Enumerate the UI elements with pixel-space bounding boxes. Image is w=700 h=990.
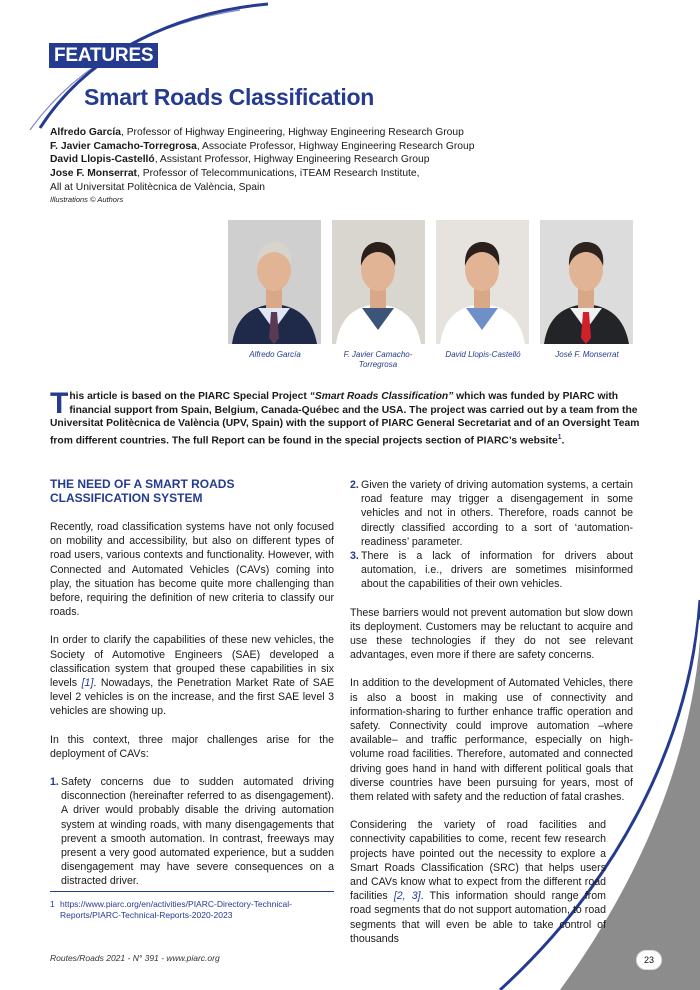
drop-cap: T bbox=[50, 387, 69, 420]
author-line bbox=[50, 126, 480, 140]
author-role: , Associate Professor, Highway Engineering Research Group bbox=[196, 140, 475, 152]
list-number: 2. bbox=[350, 479, 359, 491]
author-role: , Professor of Telecommunications, iTEAM Research Institute, bbox=[136, 168, 420, 180]
section-tag: FEATURES bbox=[49, 43, 158, 68]
illustration-credit: Illustrations © Authors bbox=[50, 195, 124, 204]
body-paragraph: These barriers would not prevent automation but slow down its deployment. Customers may be reluctant to acquire and use these technologies if they do not see relevant advantages, even more if there are safety concerns. bbox=[350, 606, 633, 662]
portrait-photo bbox=[540, 220, 633, 344]
body-paragraph: In order to clarify the capabilities of these new vehicles, the Society of Automotive Engineers (SAE) developed a classification system that grouped these capabilities in six levels [1]. Nowadays, the Penetration Market Rate of SAE level 2 vehicles is on the increase, and the first SAE level 3 vehicles are showing up. bbox=[50, 634, 335, 718]
list-number: 3. bbox=[350, 550, 359, 563]
footnote-divider bbox=[50, 891, 334, 892]
body-paragraph: In this context, three major challenges arise for the deployment of CAVs: bbox=[50, 733, 334, 760]
article-title: Smart Roads Classification bbox=[84, 84, 375, 110]
portrait-photo bbox=[332, 220, 425, 344]
body-paragraph: Recently, road classification systems have not only focused on mobility and accessibility, but also on different types of road users, various contexts and functionality. However, with Connected and Automated Vehicles (CAVs) coming into play, the situation has become quite more challenging than before, requiring the definition of new criteria to classify our roads. bbox=[50, 521, 334, 619]
author-name: Jose F. Monserrat bbox=[50, 168, 137, 180]
body-paragraph: In addition to the development of Automated Vehicles, there is also a boost in making use of connectivity and information-sharing to further enhance traffic operation and safety. Connectivity could improve automation –where available– and traffic performance, especially on high-volume road facilities. Therefore, automated and connected driving goes hand in hand with different political goals that diverse countries have been pursuing for years, most of them related with safety and the reduction of fatal crashes. bbox=[350, 677, 633, 804]
photo-caption: José F. Monserrat bbox=[555, 350, 619, 359]
list-item: 1. Safety concerns due to sudden automated driving disconnection (hereinafter referred to as disengagement). A driver would probably disable the driving automation system at winding roads, with many disengagements that prevent a smooth automation. In contrast, freeways may present a very good automated experience, but a sudden disengagement may have severe consequences on a distracted driver. bbox=[50, 776, 334, 888]
reference-link[interactable]: [2, 3] bbox=[393, 890, 421, 903]
lead-paragraph: This article is based on the PIARC Special Project “Smart Roads Classification” which was funded by PIARC with financial support from Spain, Belgium, Canada-Québec and the USA. The project was carried out by a team from the Universitat Politècnica de València (UPV, Spain) with the support of PIARC General Secretariat and of an Oversight Team from different countries. The full Report can be found in the special projects section of PIARC’s website$^1$. bbox=[50, 387, 640, 447]
portrait-photo bbox=[228, 220, 321, 344]
footnote-link[interactable]: https://www.piarc.org/en/activities/PIARC-Directory-Technical-Reports/PIARC-Technical-Reports-2020-2023 bbox=[60, 899, 292, 920]
list-number: 1. bbox=[50, 776, 59, 789]
photo-caption: David Llopis-Castelló bbox=[445, 350, 521, 359]
author-name: F. Javier Camacho-Torregrosa bbox=[50, 140, 197, 152]
author-list bbox=[50, 126, 480, 195]
list-item: 3. There is a lack of information for drivers about automation, i.e., drivers are sometimes misinformed about the capabilities of their own vehicles. bbox=[350, 550, 633, 591]
project-name: “Smart Roads Classification” bbox=[309, 391, 454, 402]
left-column bbox=[50, 477, 334, 889]
author-role: , Assistant Professor, Highway Engineering Research Group bbox=[154, 154, 430, 166]
body-paragraph: Considering the variety of road facilities and connectivity capabilities to come, recent few research projects have pointed out the necessity to explore a Smart Roads Classification (SRC) that helps users and CAVs know what to expect from the different road facilities [2, 3]. This information should range from road segments that do not support automation, to road segments that will even be able to take control of thousands bbox=[350, 819, 606, 945]
author-name: Alfredo García bbox=[50, 127, 121, 138]
author-name: David Llopis-Castelló bbox=[50, 154, 155, 166]
list-item: 2. Given the variety of driving automation systems, a certain road feature may trigger a disengagement in some vehicles and not in others. Therefore, roads cannot be directly classified according to a sort of ‘automation-readiness’ parameter. bbox=[350, 479, 633, 548]
affiliation: All at Universitat Politècnica de València, Spain bbox=[50, 181, 266, 193]
author-line bbox=[50, 140, 480, 154]
portrait-photo bbox=[436, 220, 529, 344]
author-role: , Professor of Highway Engineering, Highway Engineering Research Group bbox=[120, 127, 464, 138]
photo-caption: Alfredo García bbox=[249, 350, 301, 359]
page-number: 23 bbox=[636, 950, 662, 970]
author-line bbox=[50, 167, 480, 181]
right-column bbox=[350, 478, 633, 960]
page-footer: Routes/Roads 2021 - N° 391 - www.piarc.org bbox=[50, 953, 220, 963]
photo-caption: F. Javier Camacho-Torregrosa bbox=[343, 350, 413, 369]
section-heading: THE NEED OF A SMART ROADS CLASSIFICATION SYSTEM bbox=[50, 477, 235, 505]
footnote-number: 1 bbox=[50, 899, 55, 909]
footnote bbox=[50, 899, 334, 921]
reference-link[interactable]: [1] bbox=[81, 677, 94, 690]
author-line bbox=[50, 153, 480, 167]
footnote-marker: 1 bbox=[557, 434, 562, 442]
